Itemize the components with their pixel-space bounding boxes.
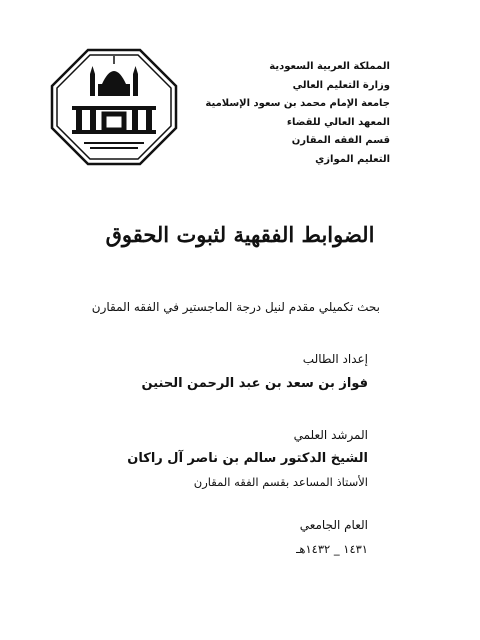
university-emblem-icon bbox=[50, 48, 178, 166]
header-line-university: جامعة الإمام محمد بن سعود الإسلامية bbox=[205, 98, 390, 109]
student-name: فواز بن سعد بن عبد الرحمن الحنين bbox=[141, 376, 368, 391]
student-label: إعداد الطالب bbox=[302, 352, 368, 366]
header-line-institute: المعهد العالي للقضاء bbox=[286, 116, 390, 128]
header-line-ministry: وزارة التعليم العالي bbox=[292, 79, 390, 91]
header-line-program: التعليم الموازي bbox=[315, 153, 390, 165]
supervisor-label: المرشد العلمي bbox=[293, 428, 368, 442]
supervisor-name: الشيخ الدكتور سالم بن ناصر آل راكان bbox=[127, 451, 368, 466]
header-line-country: المملكة العربية السعودية bbox=[269, 61, 390, 72]
academic-year-label: العام الجامعي bbox=[299, 518, 368, 532]
institution-header bbox=[190, 58, 390, 169]
thesis-subtitle: بحث تكميلي مقدم لنيل درجة الماجستير في الفقه المقارن bbox=[91, 300, 380, 314]
header-line-department: قسم الفقه المقارن bbox=[291, 135, 390, 146]
thesis-title: الضوابط الفقهية لثبوت الحقوق bbox=[105, 222, 375, 247]
academic-year-value: ١٤٣١ _ ١٤٣٢هـ bbox=[296, 542, 368, 556]
supervisor-title: الأستاذ المساعد بقسم الفقه المقارن bbox=[193, 475, 368, 489]
